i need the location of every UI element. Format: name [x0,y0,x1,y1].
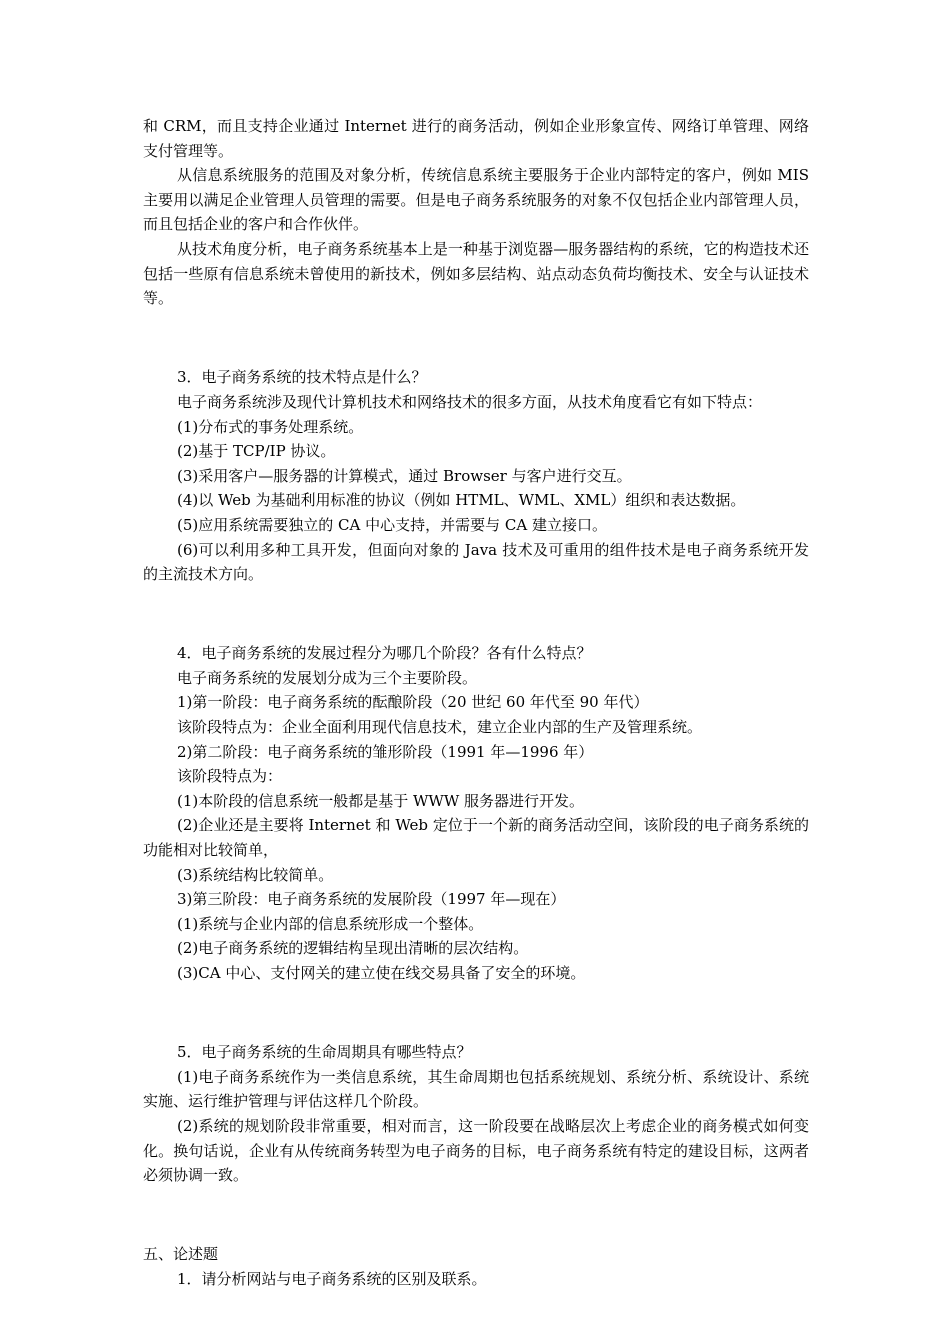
paragraph: (3)采用客户—服务器的计算模式，通过 Browser 与客户进行交互。 [177,466,632,485]
paragraph: (2)系统的规划阶段非常重要，相对而言，这一阶段要在战略层次上考虑企业的商务模式如何变化。换句话说，企业有从传统商务转型为电子商务的目标，电子商务系统有特定的建设目标，这两者必须协调一致。 [143,1116,809,1185]
paragraph: (2)电子商务系统的逻辑结构呈现出清晰的层次结构。 [177,939,529,958]
paragraph-spacer [143,1001,809,1026]
paragraph: 和 CRM，而且支持企业通过 Internet 进行的商务活动，例如企业形象宣传、网络订单管理、网络支付管理等。 [143,117,809,160]
paragraph: 5．电子商务系统的生命周期具有哪些特点？ [177,1043,472,1062]
paragraph: (1)分布式的事务处理系统。 [177,417,364,436]
paragraph: (3)CA 中心、支付网关的建立使在线交易具备了安全的环境。 [177,964,586,982]
paragraph: (6)可以利用多种工具开发，但面向对象的 Java 技术及可重用的组件技术是电子商务系统开发的主流技术方向。 [143,540,809,584]
paragraph: 1．请分析网站与电子商务系统的区别及联系。 [177,1269,487,1288]
paragraph: (1)本阶段的信息系统一般都是基于 WWW 服务器进行开发。 [177,791,585,810]
paragraph: 1)第一阶段：电子商务系统的酝酿阶段（20 世纪 60 年代至 90 年代） [177,693,649,712]
document-body [143,114,809,1292]
paragraph: 电子商务系统的发展划分成为三个主要阶段。 [177,668,478,687]
paragraph-spacer [143,1203,809,1228]
paragraph: 4．电子商务系统的发展过程分为哪几个阶段？各有什么特点？ [177,644,592,663]
paragraph: 五、论述题 [143,1245,219,1264]
paragraph: (3)系统结构比较简单。 [177,865,334,884]
paragraph: 2)第二阶段：电子商务系统的雏形阶段（1991 年—1996 年） [177,742,594,761]
paragraph: (5)应用系统需要独立的 CA 中心支持，并需要与 CA 建立接口。 [177,515,607,534]
paragraph: 电子商务系统涉及现代计算机技术和网络技术的很多方面，从技术角度看它有如下特点： [177,392,763,411]
paragraph-spacer [143,326,809,351]
paragraph: (2)基于 TCP/IP 协议。 [177,442,336,461]
paragraph: 从技术角度分析，电子商务系统基本上是一种基于浏览器—服务器结构的系统，它的构造技术还包括一些原有信息系统未曾使用的新技术，例如多层结构、站点动态负荷均衡技术、安全与认证技术等。 [143,239,809,308]
paragraph: 该阶段特点为：企业全面利用现代信息技术，建立企业内部的生产及管理系统。 [177,718,703,737]
paragraph: (2)企业还是主要将 Internet 和 Web 定位于一个新的商务活动空间，该阶段的电子商务系统的功能相对比较简单， [143,816,809,860]
paragraph: (4)以 Web 为基础利用标准的协议（例如 HTML、WML、XML）组织和表达数据。 [177,491,746,510]
paragraph: 3)第三阶段：电子商务系统的发展阶段（1997 年—现在） [177,890,566,909]
paragraph: 从信息系统服务的范围及对象分析，传统信息系统主要服务于企业内部特定的客户，例如 MIS 主要用以满足企业管理人员管理的需要。但是电子商务系统服务的对象不仅包括企业内部管理人员，而且包括企业的客户和合作伙伴。 [143,166,809,234]
paragraph: 该阶段特点为： [177,767,283,786]
paragraph: 3．电子商务系统的技术特点是什么？ [177,368,427,387]
paragraph: (1)系统与企业内部的信息系统形成一个整体。 [177,914,484,933]
paragraph: (1)电子商务系统作为一类信息系统，其生命周期也包括系统规划、系统分析、系统设计、系统实施、运行维护管理与评估这样几个阶段。 [143,1067,809,1111]
paragraph-spacer [143,602,809,627]
